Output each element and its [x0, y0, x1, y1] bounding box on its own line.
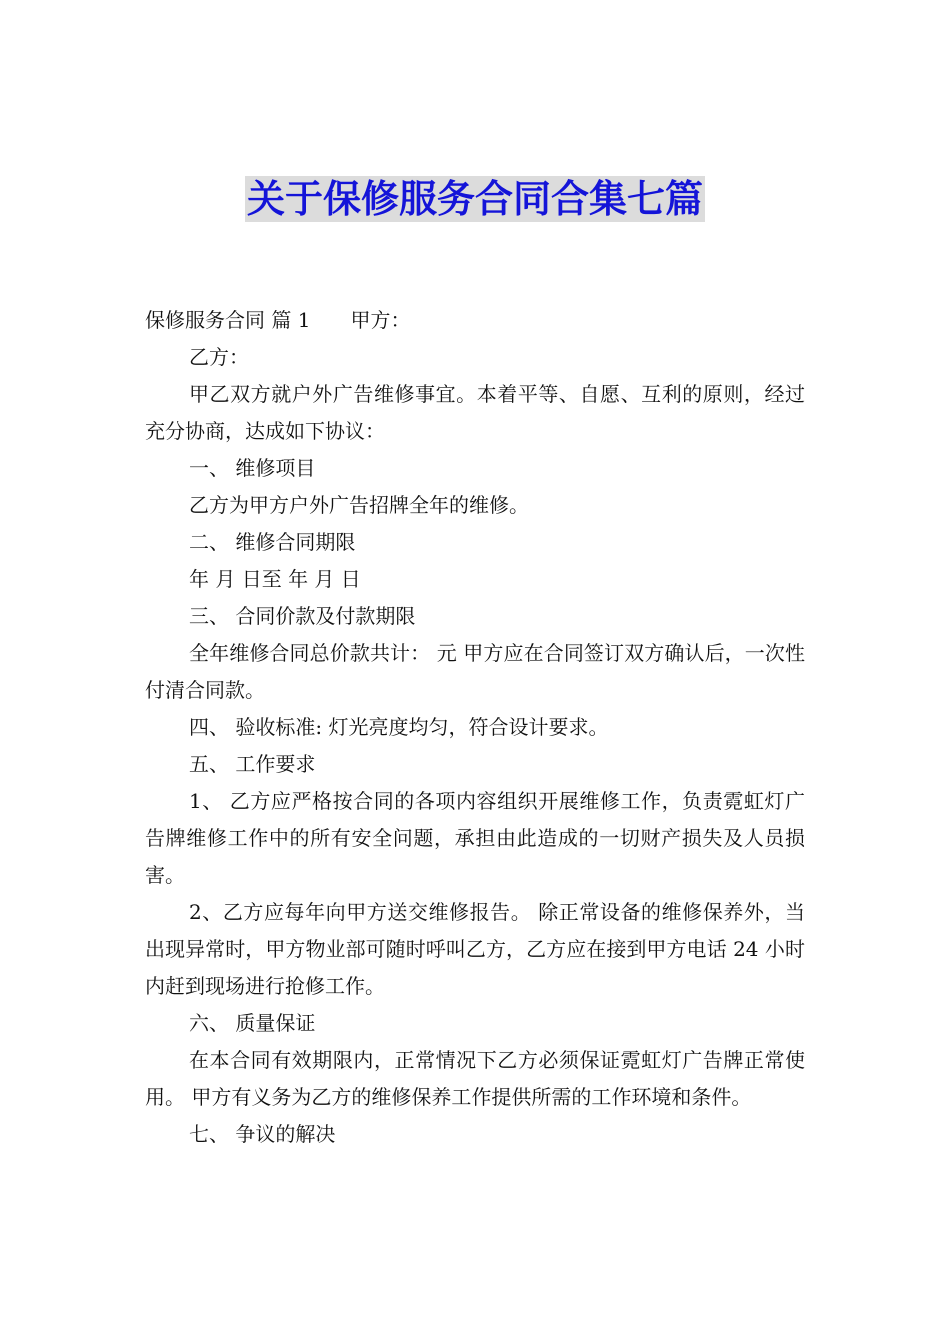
- paragraph: 年 月 日至 年 月 日: [189, 567, 361, 591]
- document-body: [145, 302, 805, 1153]
- section-heading: 一、 维修项目: [189, 456, 316, 480]
- document-title: 关于保修服务合同合集七篇: [246, 177, 703, 221]
- paragraph: 全年维修合同总价款共计： 元 甲方应在合同签订双方确认后，一次性付清合同款。: [145, 641, 805, 702]
- party-a-label: 甲方：: [350, 308, 411, 332]
- title-container: [0, 176, 950, 222]
- paragraph: 乙方为甲方户外广告招牌全年的维修。: [189, 493, 529, 517]
- section-heading: 五、 工作要求: [189, 752, 316, 776]
- section-heading: 四、 验收标准: 灯光亮度均匀，符合设计要求。: [189, 715, 609, 739]
- paragraph: 2、乙方应每年向甲方送交维修报告。 除正常设备的维修保养外，当出现异常时，甲方物业部可随时呼叫乙方，乙方应在接到甲方电话 24 小时内赶到现场进行抢修工作。: [145, 900, 805, 998]
- contract-heading: 保修服务合同 篇 1: [145, 308, 311, 332]
- section-heading: 六、 质量保证: [189, 1011, 316, 1035]
- paragraph: 1、 乙方应严格按合同的各项内容组织开展维修工作，负责霓虹灯广告牌维修工作中的所有安全问题，承担由此造成的一切财产损失及人员损害。: [145, 789, 805, 887]
- first-line: [145, 302, 805, 339]
- paragraph: 甲乙双方就户外广告维修事宜。本着平等、自愿、互利的原则，经过充分协商，达成如下协议：: [145, 382, 805, 443]
- paragraph: 乙方：: [189, 345, 249, 369]
- section-heading: 二、 维修合同期限: [189, 530, 356, 554]
- paragraph: 在本合同有效期限内，正常情况下乙方必须保证霓虹灯广告牌正常使用。 甲方有义务为乙方的维修保养工作提供所需的工作环境和条件。: [145, 1048, 805, 1109]
- section-heading: 三、 合同价款及付款期限: [189, 604, 416, 628]
- section-heading: 七、 争议的解决: [189, 1122, 336, 1146]
